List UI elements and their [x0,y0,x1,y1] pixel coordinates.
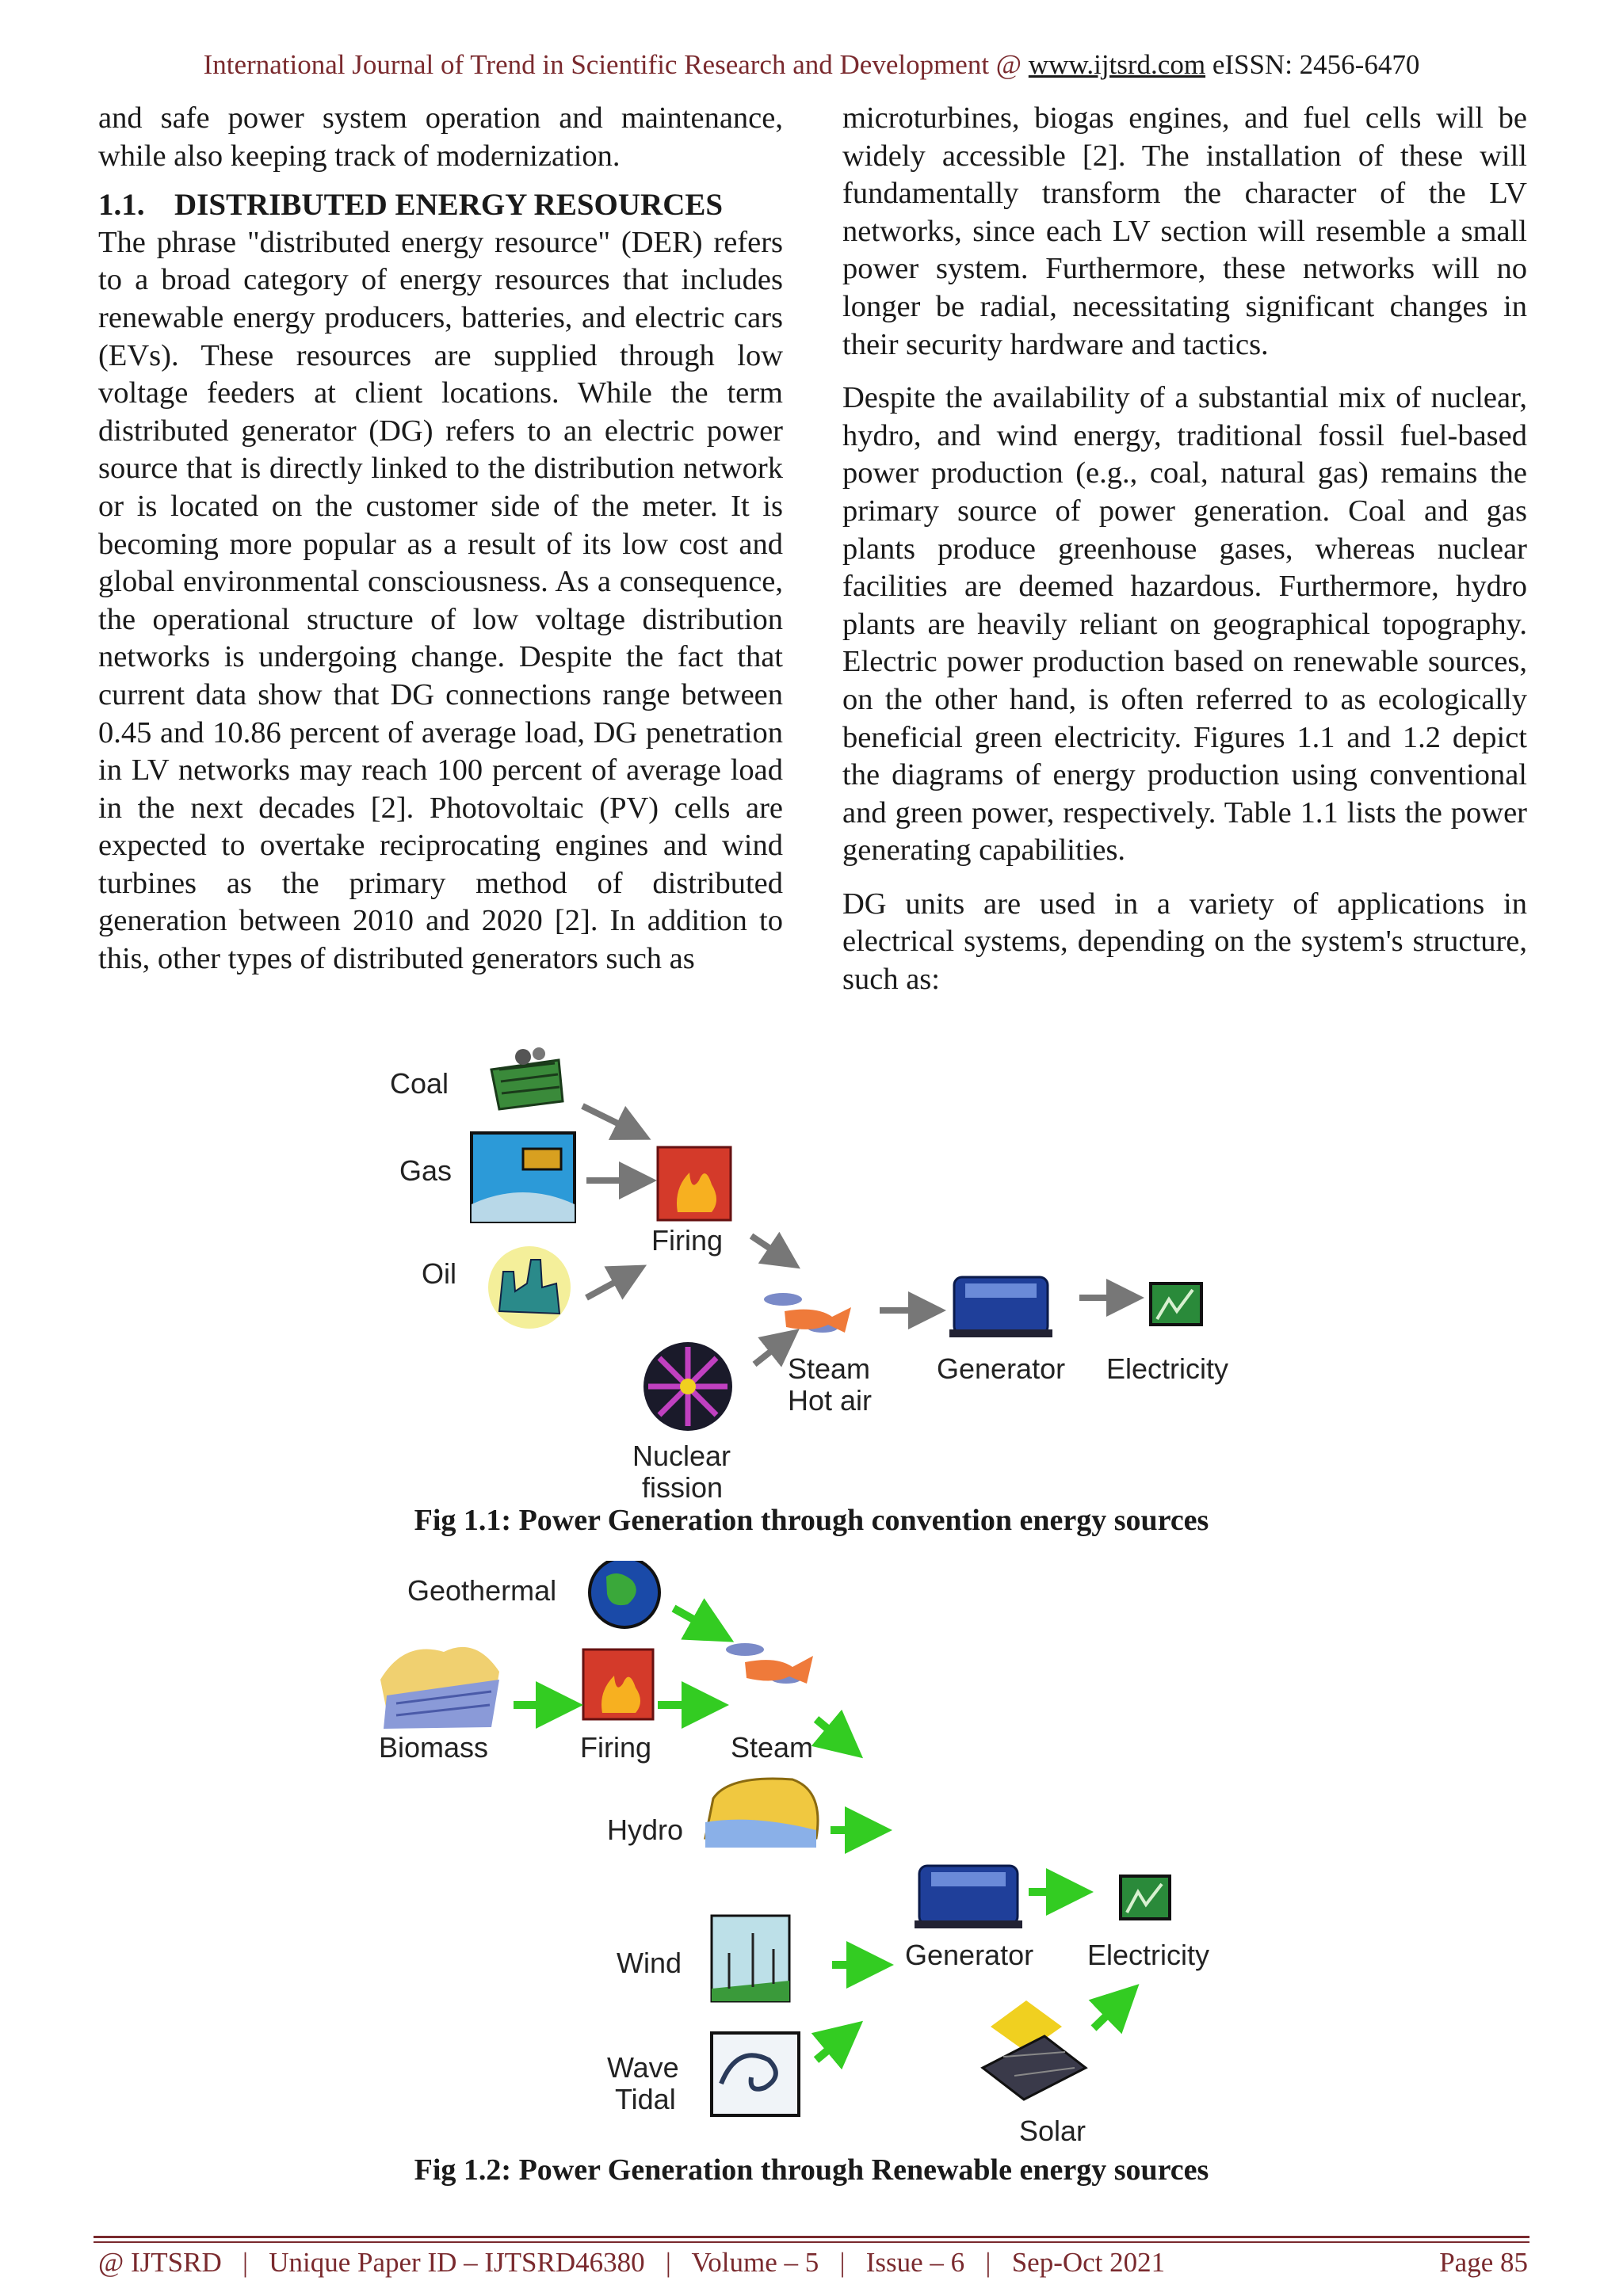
nuclear-icon [643,1342,732,1431]
label-electricity: Electricity [1106,1352,1229,1385]
biomass-icon [380,1647,499,1729]
left-para-2: The phrase "distributed energy resource" (DER) refers to a broad category of energy resources that includes renewable energy producers, batteries, and electric cars (EVs). These resources are supplied through low voltage feeders at client locations. While the term distributed generator (DG) refers to an electric power source that is directly linked to the distribution network or is located on the customer side of the meter. It is becoming more popular as a result of its low cost and global environmental consciousness. As a consequence, the operational structure of low voltage distribution networks is undergoing change. Despite the fact that current data show that DG connections range between 0.45 and 10.86 percent of average load, DG penetration in LV networks may reach 100 percent of average load in the next decades [2]. Photovoltaic (PV) cells are expected to overtake reciprocating engines and wind turbines as the primary method of distributed generation between 2010 and 2020 [2]. In addition to this, other types of distributed generators such as [98,225,783,976]
steam-icon [764,1293,851,1333]
label-geothermal: Geothermal [407,1574,557,1607]
generator-icon-2 [915,1866,1022,1928]
section-number: 1.1. [98,188,145,223]
running-footer [98,2247,1528,2279]
section-heading [98,186,783,224]
oil-icon [488,1246,571,1329]
label-solar: Solar [1019,2115,1086,2147]
footer-rule-thin [94,2241,1529,2243]
right-para-3: DG units are used in a variety of applications in electrical systems, depending on the system's structure, such as: [842,887,1527,997]
label-steam-2: Steam [731,1731,814,1764]
label-gas: Gas [399,1154,453,1187]
eissn: eISSN: 2456-6470 [1212,49,1420,80]
running-header [0,49,1623,81]
left-para-1: and safe power system operation and maintenance, while also keeping track of modernization. [98,101,783,173]
figure-1-1 [372,1046,1268,1505]
right-para-1: microturbines, biogas engines, and fuel cells will be widely accessible [2]. The installation of these will fundamentally transform the character of the LV networks, since each LV section will resemble a small power system. Furthermore, these networks will no longer be radial, necessitating significant changes in their security hardware and tactics. [842,101,1527,361]
label-steam: Steam [788,1352,871,1385]
section-title: DISTRIBUTED ENERGY RESOURCES [174,188,724,223]
label-firing: Firing [651,1224,724,1257]
label-coal: Coal [390,1067,449,1100]
footer-rule [94,2236,1529,2238]
label-hot-air: Hot air [788,1384,873,1417]
firing-icon-2 [583,1650,653,1719]
gas-icon [472,1133,575,1222]
figure-1-2 [372,1561,1268,2147]
footer-info: @ IJTSRD | Unique Paper ID – IJTSRD46380 | Volume – 5 | Issue – 6 | Sep-Oct 2021 [98,2247,1166,2278]
geothermal-icon [590,1561,659,1627]
solar-icon [983,2000,1086,2100]
right-column [842,100,1527,999]
wave-tidal-icon [712,2033,799,2115]
wind-icon [712,1916,789,2001]
label-wave: Wave [607,2051,679,2084]
page-number: Page 85 [1439,2247,1528,2278]
generator-icon [949,1277,1052,1337]
label-biomass: Biomass [379,1731,489,1764]
firing-icon [658,1147,731,1220]
label-wind: Wind [617,1947,682,1979]
coal-icon [491,1047,563,1109]
electricity-icon [1151,1283,1201,1325]
label-generator-2: Generator [905,1939,1034,1971]
figure-1-2-caption: Fig 1.2: Power Generation through Renewable energy sources [414,2153,1209,2187]
label-hydro: Hydro [607,1814,684,1846]
label-electricity-2: Electricity [1087,1939,1210,1971]
right-para-2: Despite the availability of a substantial mix of nuclear, hydro, and wind energy, traditional fossil fuel-based power production (e.g., coal, natural gas) remains the primary source of power generation. Coal and gas plants produce greenhouse gases, whereas nuclear facilities are deemed hazardous. Furthermore, hydro plants are heavily reliant on geographical topography. Electric power production based on renewable sources, on the other hand, is often referred to as ecologically beneficial green electricity. Figures 1.1 and 1.2 depict the diagrams of energy production using conventional and green power, respectively. Table 1.1 lists the power generating capabilities. [842,381,1527,868]
electricity-icon-2 [1121,1876,1170,1919]
journal-name: International Journal of Trend in Scientific Research and Development @ [203,49,1022,80]
label-oil: Oil [422,1257,456,1290]
journal-url-link[interactable]: www.ijtsrd.com [1028,49,1206,80]
label-tidal: Tidal [615,2083,676,2115]
label-generator: Generator [937,1352,1066,1385]
label-nuclear: Nuclear [632,1440,731,1472]
hydro-icon [705,1779,818,1848]
label-firing-2: Firing [580,1731,652,1764]
steam-icon-2 [726,1643,813,1684]
left-column [98,100,783,978]
label-fission: fission [642,1471,724,1504]
figure-1-1-caption: Fig 1.1: Power Generation through convention energy sources [414,1504,1209,1537]
